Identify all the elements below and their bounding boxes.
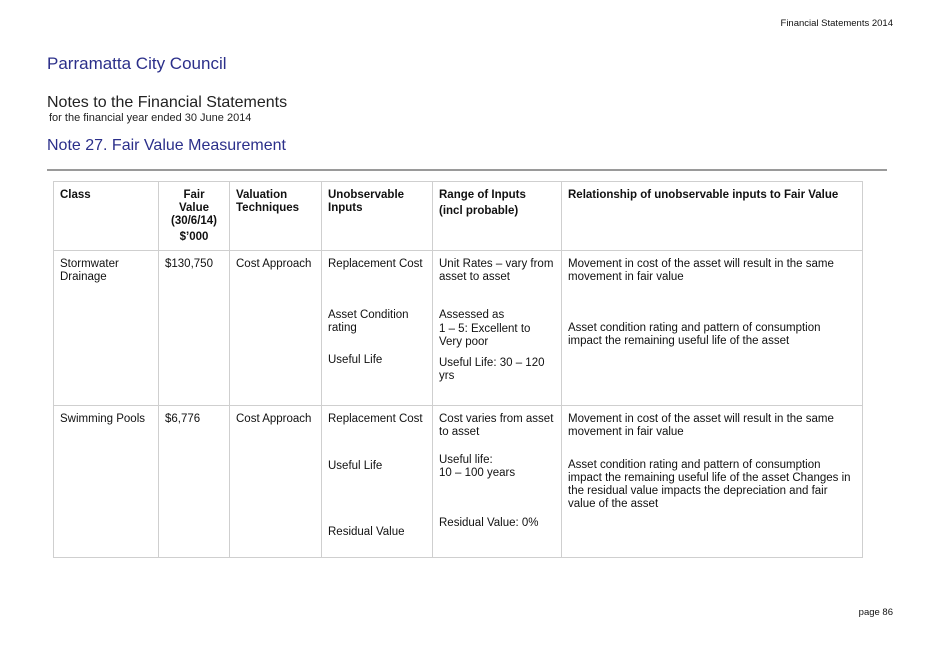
note-title: Note 27. Fair Value Measurement: [47, 137, 286, 154]
header-relationship: Relationship of unobservable inputs to Fair Value: [562, 182, 863, 251]
table-row: [54, 406, 863, 558]
notes-subtitle: for the financial year ended 30 June 2014: [49, 112, 252, 124]
header-class: Class: [54, 182, 159, 251]
cell-ranges: Cost varies from asset to asset Useful life: 10 – 100 years Residual Value: 0%: [433, 406, 562, 558]
document-header-title: Financial Statements 2014: [780, 18, 893, 29]
header-valuation-techniques: Valuation Techniques: [230, 182, 322, 251]
cell-relationships: Movement in cost of the asset will result in the same movement in fair value Asset condition rating and pattern of consumption impact the remaining useful life of the asset Changes in the residual value impacts the depreciation and fair value of the asset: [562, 406, 863, 558]
notes-title: Notes to the Financial Statements: [47, 94, 288, 111]
fair-value-table: [53, 181, 863, 558]
cell-relationships: Movement in cost of the asset will result in the same movement in fair value Asset condition rating and pattern of consumption impact the remaining useful life of the asset: [562, 251, 863, 406]
cell-fair-value: $6,776: [159, 406, 230, 558]
cell-fair-value: $130,750: [159, 251, 230, 406]
table-header-row: [54, 182, 863, 251]
cell-technique: Cost Approach: [230, 406, 322, 558]
header-divider: [47, 169, 887, 171]
header-range-of-inputs: Range of Inputs (incl probable): [433, 182, 562, 251]
cell-inputs: Replacement Cost Useful Life Residual Value: [322, 406, 433, 558]
header-unobservable-inputs: Unobservable Inputs: [322, 182, 433, 251]
cell-inputs: Replacement Cost Asset Condition rating Useful Life: [322, 251, 433, 406]
cell-class: Stormwater Drainage: [54, 251, 159, 406]
cell-class: Swimming Pools: [54, 406, 159, 558]
cell-technique: Cost Approach: [230, 251, 322, 406]
cell-ranges: Unit Rates – vary from asset to asset Assessed as 1 – 5: Excellent to Very poor Useful Life: 30 – 120 yrs: [433, 251, 562, 406]
page-number: page 86: [858, 607, 893, 618]
header-fair-value: Fair Value (30/6/14) $’000: [159, 182, 230, 251]
organization-name: Parramatta City Council: [47, 54, 227, 73]
table-row: [54, 251, 863, 406]
